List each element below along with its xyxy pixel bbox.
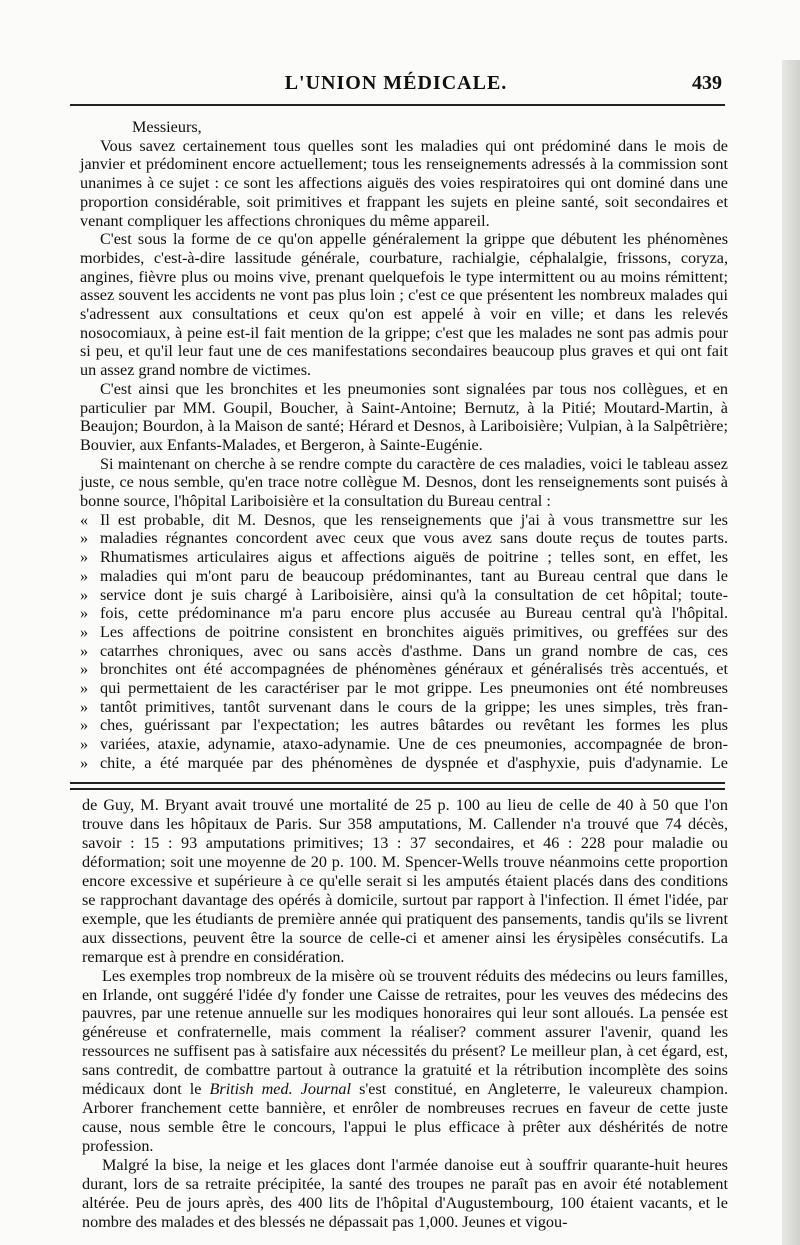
quote-mark: » [80,697,89,716]
quote-line [80,586,728,605]
quote-line [80,698,728,717]
quote-mark: » [80,566,89,585]
quote-line [80,511,728,530]
quotation-block [80,511,728,773]
quote-mark: » [80,660,89,679]
quote-line [80,754,728,773]
quote-text: chite, a été marquée par des phénomènes de dyspnée et d'asphyxie, puis d'adynamie. Le [100,753,728,772]
paragraph: de Guy, M. Bryant avait trouvé une mortalité de 25 p. 100 au lieu de celle de 40 à 50 que l'on trouve dans les hôpitaux de Paris. Sur 358 amputations, M. Callender n'a trouvé que 74 décès, savoir : 15 : 93 amputations primitives; 13 : 37 secondaires, et 46 : 228 pour maladie ou déformation; soit une moyenne de 20 p. 100. M. Spencer-Wells trouve néanmoins cette proportion encore excessive et supérieure à ce qu'elle serait si les amputés étaient placés dans des conditions se rapprochant davantage des opérés à domicile, surtout par rapport à l'infection. Il émet l'idée, par exemple, que les étudiants de première année qui pratiquent des pansements, tandis qu'ils se livrent aux dissections, peuvent être la source de celle-ci et amener ainsi les érysipèles consécutifs. La remarque est à prendre en considération. [82,796,728,966]
quote-line [80,529,728,548]
quote-line [80,604,728,623]
quote-text: catarrhes chroniques, avec ou sans accès d'asthme. Dans un grand nombre de cas, ces [100,641,728,660]
paragraph: Malgré la bise, la neige et les glaces dont l'armée danoise eut à souffrir quarante-huit heures durant, lors de sa retraite précipitée, la santé des troupes ne paraît pas en avoir été notablement altérée. Peu de jours après, des 400 lits de l'hôpital d'Augustembourg, 100 étaient vacants, et le nombre des malades et des blessés ne dépassait pas 1,000. Jeunes et vigou- [82,1156,728,1231]
quote-line [80,716,728,735]
quote-text: Il est probable, dit M. Desnos, que les renseignements que j'ai à vous transmettre sur les [100,510,728,529]
quote-text: maladies régnantes concordent avec ceux que vous avez sans doute reçus de toutes parts. [100,529,728,548]
header-rule [70,104,725,106]
quote-text: Rhumatismes articulaires aigus et affections aiguës de poitrine ; telles sont, en effet, les [100,548,728,567]
quote-mark: » [80,529,89,548]
quote-line [80,660,728,679]
quote-mark: » [80,548,89,567]
quote-line [80,623,728,642]
quote-mark: » [80,678,89,697]
quote-line [80,735,728,754]
salutation: Messieurs, [132,118,202,136]
paragraph: C'est sous la forme de ce qu'on appelle généralement la grippe que débutent les phénomènes morbides, c'est-à-dire lassitude générale, courbature, rachialgie, céphalalgie, frissons, coryza, angines, fièvre plus ou moins vive, prenant quelquefois le type intermittent ou au moins rémittent; assez souvent les accidents ne vont pas plus loin ; c'est ce que présentent les nombreux malades qui s'adressent aux consultations et ceux qu'on est appelé à voir en ville; et dans les relevés nosocomiaux, à peine est-il fait mention de la grippe; c'est que les malades ne sont pas admis pour si peu, et qu'il leur faut une de ces manifestations secondaires beaucoup plus graves et qui ont fait un assez grand nombre de victimes. [80,230,728,380]
quote-line [80,548,728,567]
section-divider-rule [70,782,725,790]
quote-mark: » [80,716,89,735]
quote-mark: » [80,753,89,772]
quote-text: ches, guérissant par l'expectation; les autres bâtardes ou revêtant les formes les plus [100,716,728,735]
quote-text: fois, cette prédominance m'a paru encore plus accusée au Bureau central qu'à l'hôpital. [100,604,728,623]
quote-mark: « [80,510,89,529]
page-header [70,72,722,100]
journal-title: British med. Journal [209,1080,352,1099]
quote-line [80,679,728,698]
quote-line [80,567,728,586]
running-title: L'UNION MÉDICALE. [284,72,508,94]
lower-section [82,796,728,1232]
upper-section [80,118,728,772]
quote-mark: » [80,641,89,660]
quote-text: maladies qui m'ont paru de beaucoup prédominantes, tant au Bureau central que dans le [100,566,728,585]
quote-mark: » [80,585,89,604]
quote-text: tantôt primitives, tantôt survenant dans le cours de la grippe; les unes simples, très fran- [100,697,728,716]
quote-text: service dont je suis chargé à Lariboisière, ainsi qu'à la consultation de cet hôpital; toute- [100,585,728,604]
page-number: 439 [692,72,722,94]
paragraph: C'est ainsi que les bronchites et les pneumonies sont signalées par tous nos collègues, et en particulier par MM. Goupil, Boucher, à Saint-Antoine; Bernutz, à la Pitié; Moutard-Martin, à Beaujon; Bourdon, à la Maison de santé; Hérard et Desnos, à Lariboisière; Vulpian, à la Salpêtrière; Bouvier, aux Enfants-Malades, et Bergeron, à Sainte-Eugénie. [80,379,728,454]
quote-line [80,642,728,661]
quote-mark: » [80,735,89,754]
quote-text: qui permettaient de les caractériser par le mot grippe. Les pneumonies ont été nombreuses [100,678,728,697]
paragraph-text: s'est constitué, en Angleterre, le valeureux champion. Arborer franchement cette bannière, et enrôler de nombreuses recrues en faveur de cette juste cause, nous semble être le concours, l'appui le plus efficace à prêter aux déshérités de notre profession. [82,1080,728,1156]
paragraph: Vous savez certainement tous quelles sont les maladies qui ont prédominé dans le mois de janvier et prédominent encore actuellement; tous les renseignements adressés à la commission sont unanimes à ce sujet : ce sont les affections aiguës des voies respiratoires qui ont dominé dans une proportion considérable, soit primitives et frappant les sujets en pleine santé, soit secondaires et venant compliquer les affections chroniques du même appareil. [80,136,728,230]
quote-mark: » [80,604,89,623]
quote-text: Les affections de poitrine consistent en bronchites aiguës primitives, ou greffées sur des [100,622,728,641]
quote-mark: » [80,622,89,641]
page-edge-shadow [782,60,800,1245]
quote-text: variées, ataxie, adynamie, ataxo-adynamie. Une de ces pneumonies, accompagnée de bron- [100,735,728,754]
quote-text: bronchites ont été accompagnées de phénomènes généraux et généralisés très accentués, et [100,660,728,679]
paragraph: Si maintenant on cherche à se rendre compte du caractère de ces maladies, voici le tableau assez juste, ce nous semble, qu'en trace notre collègue M. Desnos, dont les renseignements sont puisés à bonne source, l'hôpital Lariboisière et la consultation du Bureau central : [80,454,728,511]
paragraph-text: Les exemples trop nombreux de la misère où se trouvent réduits des médecins ou leurs familles, en Irlande, ont suggéré l'idée d'y fonder une Caisse de retraites, pour les veuves des médecins des pauvres, par une retenue annuelle sur les modiques honoraires qui leur sont alloués. La pensée est généreuse et confraternelle, mais comment la réaliser? comment assurer l'avenir, quand les ressources ne suffisent pas à satisfaire aux nécessités du présent? Le meilleur plan, à cet égard, est, sans contredit, de combattre partout à outrance la gratuité et la rétribution incomplète des soins médicaux dont le [82,966,728,1099]
paragraph [82,967,728,1157]
